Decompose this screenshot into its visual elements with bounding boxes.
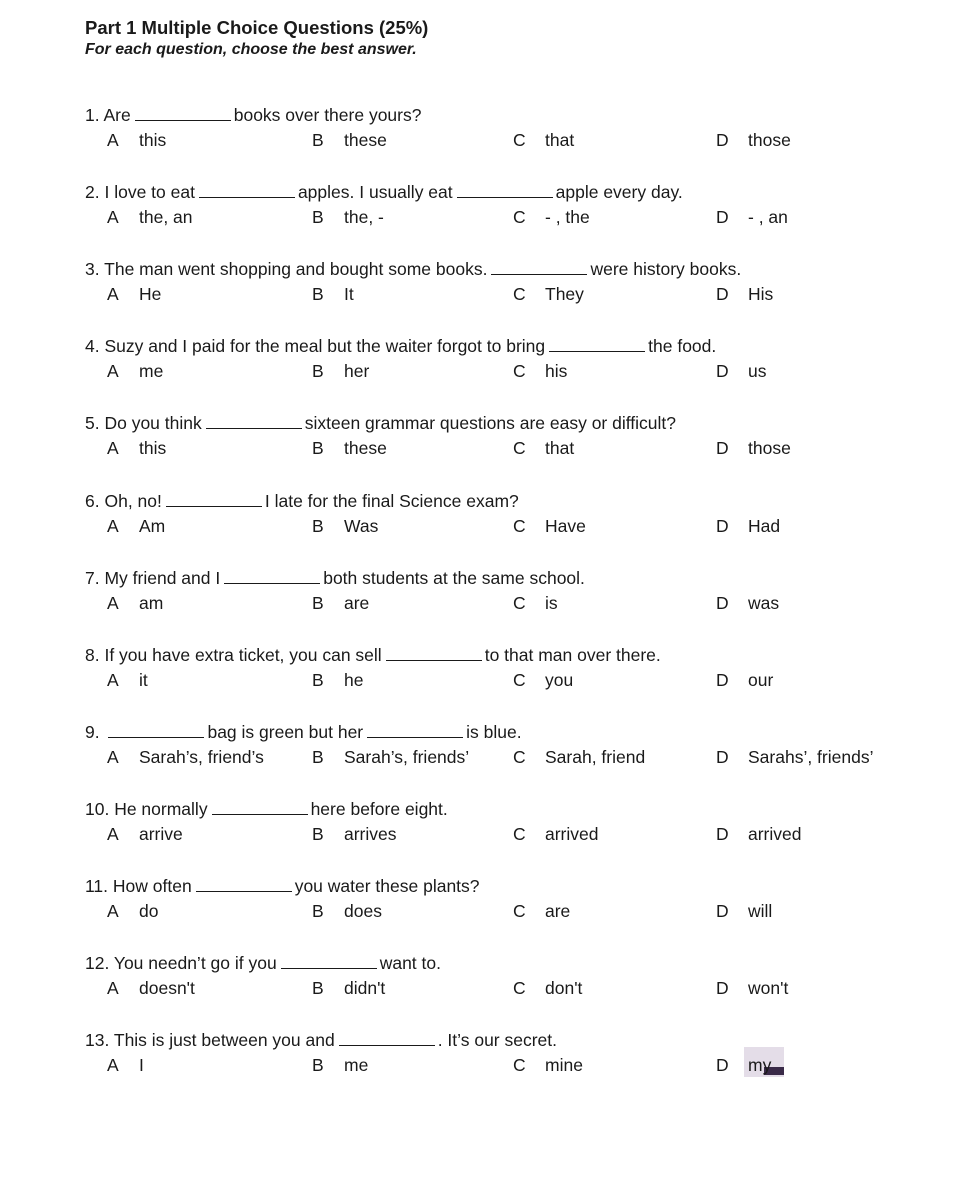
option-letter: A: [107, 207, 119, 227]
option-a[interactable]: [107, 514, 165, 538]
option-text: His: [748, 284, 774, 304]
option-letter: C: [513, 824, 526, 844]
option-b[interactable]: [312, 359, 369, 383]
option-text: Had: [748, 516, 781, 536]
option-d[interactable]: [716, 205, 788, 229]
option-c[interactable]: [513, 359, 567, 383]
option-letter: C: [513, 901, 526, 921]
option-text: his: [545, 361, 568, 381]
stem-text: Oh, no!: [104, 491, 162, 511]
page-header: [85, 16, 428, 60]
option-c[interactable]: [513, 745, 645, 769]
option-text: Have: [545, 516, 586, 536]
option-letter: C: [513, 747, 526, 767]
option-letter: A: [107, 901, 119, 921]
option-letter: D: [716, 361, 729, 381]
question-stem: [85, 181, 945, 205]
answer-blank: [196, 876, 292, 892]
option-text: They: [545, 284, 584, 304]
stem-text: You needn’t go if you: [113, 953, 277, 973]
option-text: doesn't: [139, 978, 195, 998]
stem-text: were history books.: [590, 259, 742, 279]
option-letter: A: [107, 824, 119, 844]
option-letter: B: [312, 978, 324, 998]
question-number: 2.: [85, 182, 105, 202]
option-letter: C: [513, 438, 526, 458]
question-stem: [85, 335, 945, 359]
option-text: was: [748, 593, 780, 613]
option-letter: C: [513, 670, 526, 690]
option-text: is: [545, 593, 558, 613]
option-d[interactable]: [716, 668, 773, 692]
options-row: [85, 282, 945, 308]
option-text: those: [748, 438, 791, 458]
option-text: arrived: [545, 824, 599, 844]
question: [85, 258, 945, 308]
option-d[interactable]: [716, 282, 773, 306]
option-a[interactable]: [107, 745, 264, 769]
options-row: [85, 591, 945, 617]
option-letter: A: [107, 284, 119, 304]
answer-blank: [108, 722, 204, 738]
option-letter: B: [312, 824, 324, 844]
option-c[interactable]: [513, 205, 590, 229]
option-letter: C: [513, 130, 526, 150]
option-text: does: [344, 901, 382, 921]
option-letter: C: [513, 593, 526, 613]
answer-blank: [367, 722, 463, 738]
option-text: these: [344, 130, 387, 150]
stem-text: both students at the same school.: [323, 568, 585, 588]
question-number: 1.: [85, 105, 104, 125]
stem-text: Do you think: [104, 413, 202, 433]
option-letter: D: [716, 747, 729, 767]
stem-text: here before eight.: [310, 799, 448, 819]
question-stem: [85, 567, 945, 591]
option-text: didn't: [344, 978, 386, 998]
option-letter: B: [312, 1055, 324, 1075]
option-d[interactable]: [716, 899, 772, 923]
stem-text: I late for the final Science exam?: [264, 491, 519, 511]
option-c[interactable]: [513, 976, 582, 1000]
answer-blank: [549, 336, 645, 352]
stem-text: the food.: [648, 336, 717, 356]
option-a[interactable]: [107, 591, 163, 615]
question: [85, 335, 945, 385]
option-b[interactable]: [312, 282, 354, 306]
stem-text: This is just between you and: [113, 1030, 335, 1050]
question-stem: [85, 721, 945, 745]
option-c[interactable]: [513, 591, 558, 615]
option-letter: D: [716, 593, 729, 613]
option-b[interactable]: [312, 822, 397, 846]
answer-blank: [491, 259, 587, 275]
option-letter: A: [107, 978, 119, 998]
question: [85, 875, 945, 925]
option-text: me: [139, 361, 164, 381]
option-letter: C: [513, 516, 526, 536]
options-row: [85, 436, 945, 462]
option-text: Sarahs’, friends’: [748, 747, 874, 767]
question-stem: [85, 1029, 945, 1053]
stem-text: If you have extra ticket, you can sell: [104, 645, 382, 665]
option-a[interactable]: [107, 1053, 144, 1077]
answer-blank: [135, 105, 231, 121]
option-c[interactable]: [513, 668, 573, 692]
option-c[interactable]: [513, 899, 570, 923]
option-text: her: [344, 361, 370, 381]
option-a[interactable]: [107, 436, 166, 460]
options-row: [85, 359, 945, 385]
stem-text: The man went shopping and bought some books.: [104, 259, 488, 279]
option-letter: B: [312, 284, 324, 304]
option-letter: A: [107, 670, 119, 690]
question: [85, 798, 945, 848]
option-a[interactable]: [107, 128, 166, 152]
option-text: it: [139, 670, 148, 690]
answer-mark: [748, 1053, 771, 1077]
question-number: 10.: [85, 799, 115, 819]
option-text: He: [139, 284, 162, 304]
question: [85, 181, 945, 231]
option-text: my: [748, 1055, 772, 1075]
stem-text: He normally: [114, 799, 208, 819]
stem-text: apple every day.: [555, 182, 683, 202]
answer-blank: [206, 413, 302, 429]
question: [85, 952, 945, 1002]
option-letter: D: [716, 1055, 729, 1075]
question-stem: [85, 644, 945, 668]
option-b[interactable]: [312, 1053, 368, 1077]
stem-text: is blue.: [466, 722, 522, 742]
question-number: 12.: [85, 953, 114, 973]
option-b[interactable]: [312, 976, 385, 1000]
option-d[interactable]: [716, 128, 791, 152]
option-letter: A: [107, 1055, 119, 1075]
option-a[interactable]: [107, 205, 193, 229]
options-row: [85, 1053, 945, 1079]
answer-blank: [199, 182, 295, 198]
question: [85, 412, 945, 462]
option-a[interactable]: [107, 282, 161, 306]
question: [85, 721, 945, 771]
option-d[interactable]: [716, 822, 802, 846]
option-letter: D: [716, 516, 729, 536]
option-b[interactable]: [312, 745, 469, 769]
stem-text: bag is green but her: [207, 722, 364, 742]
option-d[interactable]: [716, 976, 788, 1000]
answer-blank: [386, 645, 482, 661]
stem-text: apples. I usually eat: [297, 182, 453, 202]
answer-blank: [166, 491, 262, 507]
option-text: arrive: [139, 824, 183, 844]
option-letter: B: [312, 361, 324, 381]
option-b[interactable]: [312, 514, 378, 538]
options-row: [85, 514, 945, 540]
option-text: those: [748, 130, 791, 150]
option-text: arrived: [748, 824, 802, 844]
option-text: Sarah, friend: [545, 747, 646, 767]
stem-text: Are: [103, 105, 131, 125]
question-number: 3.: [85, 259, 105, 279]
question-stem: [85, 952, 945, 976]
option-letter: D: [716, 130, 729, 150]
option-text: mine: [545, 1055, 583, 1075]
option-d[interactable]: [716, 1053, 771, 1077]
section-title: Part 1 Multiple Choice Questions (25%): [85, 17, 429, 38]
option-b[interactable]: [312, 205, 384, 229]
option-text: that: [545, 438, 575, 458]
option-text: - , the: [545, 207, 590, 227]
option-text: this: [139, 438, 167, 458]
stem-text: My friend and I: [104, 568, 221, 588]
option-text: this: [139, 130, 167, 150]
option-text: will: [748, 901, 773, 921]
option-text: Am: [139, 516, 166, 536]
option-text: are: [344, 593, 370, 613]
option-letter: B: [312, 593, 324, 613]
option-c[interactable]: [513, 822, 599, 846]
question-number: 6.: [85, 491, 105, 511]
option-d[interactable]: [716, 436, 791, 460]
option-text: It: [344, 284, 354, 304]
stem-text: Suzy and I paid for the meal but the waiter forgot to bring: [104, 336, 546, 356]
option-letter: A: [107, 438, 119, 458]
options-row: [85, 822, 945, 848]
question: [85, 1029, 945, 1079]
option-text: do: [139, 901, 159, 921]
option-letter: D: [716, 284, 729, 304]
question-number: 9.: [85, 722, 105, 742]
question-stem: [85, 798, 945, 822]
option-letter: A: [107, 130, 119, 150]
option-text: he: [344, 670, 364, 690]
question-number: 4.: [85, 336, 105, 356]
option-b[interactable]: [312, 899, 382, 923]
option-c[interactable]: [513, 436, 574, 460]
option-b[interactable]: [312, 436, 387, 460]
question-number: 13.: [85, 1030, 114, 1050]
option-text: am: [139, 593, 164, 613]
option-a[interactable]: [107, 976, 195, 1000]
option-letter: B: [312, 747, 324, 767]
question: [85, 490, 945, 540]
option-letter: C: [513, 978, 526, 998]
option-text: are: [545, 901, 571, 921]
option-text: Was: [344, 516, 379, 536]
option-letter: C: [513, 207, 526, 227]
option-text: - , an: [748, 207, 788, 227]
answer-blank: [212, 799, 308, 815]
option-text: that: [545, 130, 575, 150]
stem-text: How often: [112, 876, 192, 896]
section-instruction: For each question, choose the best answer.: [85, 41, 417, 58]
option-text: the, -: [344, 207, 384, 227]
stem-text: books over there yours?: [233, 105, 422, 125]
option-letter: D: [716, 670, 729, 690]
options-row: [85, 899, 945, 925]
option-c[interactable]: [513, 514, 586, 538]
option-text: I: [139, 1055, 144, 1075]
option-text: won't: [748, 978, 789, 998]
answer-blank: [224, 568, 320, 584]
option-letter: A: [107, 361, 119, 381]
question: [85, 104, 945, 154]
option-letter: D: [716, 438, 729, 458]
option-a[interactable]: [107, 822, 183, 846]
options-row: [85, 128, 945, 154]
option-text: don't: [545, 978, 583, 998]
stem-text: sixteen grammar questions are easy or difficult?: [304, 413, 676, 433]
options-row: [85, 976, 945, 1002]
option-letter: B: [312, 130, 324, 150]
question-stem: [85, 490, 945, 514]
option-b[interactable]: [312, 668, 363, 692]
stem-text: . It’s our secret.: [437, 1030, 558, 1050]
option-letter: C: [513, 361, 526, 381]
option-letter: D: [716, 207, 729, 227]
answer-blank: [457, 182, 553, 198]
question-number: 11.: [85, 876, 113, 896]
option-letter: B: [312, 438, 324, 458]
option-letter: B: [312, 670, 324, 690]
option-a[interactable]: [107, 668, 148, 692]
option-d[interactable]: [716, 514, 780, 538]
question: [85, 644, 945, 694]
stem-text: you water these plants?: [294, 876, 480, 896]
answer-blank: [339, 1030, 435, 1046]
option-b[interactable]: [312, 128, 387, 152]
question-stem: [85, 104, 945, 128]
option-letter: C: [513, 1055, 526, 1075]
option-letter: A: [107, 747, 119, 767]
option-letter: B: [312, 901, 324, 921]
option-a[interactable]: [107, 899, 158, 923]
question-stem: [85, 875, 945, 899]
option-text: Sarah’s, friend’s: [139, 747, 264, 767]
option-a[interactable]: [107, 359, 163, 383]
option-text: arrives: [344, 824, 397, 844]
stem-text: I love to eat: [104, 182, 195, 202]
option-letter: A: [107, 516, 119, 536]
stem-text: to that man over there.: [484, 645, 661, 665]
question-number: 7.: [85, 568, 105, 588]
option-letter: C: [513, 284, 526, 304]
options-row: [85, 745, 945, 771]
option-d[interactable]: [716, 745, 873, 769]
option-text: us: [748, 361, 767, 381]
option-d[interactable]: [716, 359, 766, 383]
options-row: [85, 205, 945, 231]
stem-text: want to.: [379, 953, 441, 973]
option-b[interactable]: [312, 591, 369, 615]
option-text: our: [748, 670, 774, 690]
option-text: you: [545, 670, 574, 690]
option-text: me: [344, 1055, 369, 1075]
option-c[interactable]: [513, 1053, 583, 1077]
option-letter: A: [107, 593, 119, 613]
question-number: 5.: [85, 413, 105, 433]
option-c[interactable]: [513, 128, 574, 152]
options-row: [85, 668, 945, 694]
question-stem: [85, 412, 945, 436]
option-text: these: [344, 438, 387, 458]
option-letter: D: [716, 978, 729, 998]
question: [85, 567, 945, 617]
option-text: Sarah’s, friends’: [344, 747, 470, 767]
question-stem: [85, 258, 945, 282]
option-letter: D: [716, 824, 729, 844]
answer-blank: [281, 953, 377, 969]
option-letter: B: [312, 516, 324, 536]
option-text: the, an: [139, 207, 193, 227]
option-c[interactable]: [513, 282, 584, 306]
question-number: 8.: [85, 645, 105, 665]
option-letter: B: [312, 207, 324, 227]
option-d[interactable]: [716, 591, 779, 615]
option-letter: D: [716, 901, 729, 921]
